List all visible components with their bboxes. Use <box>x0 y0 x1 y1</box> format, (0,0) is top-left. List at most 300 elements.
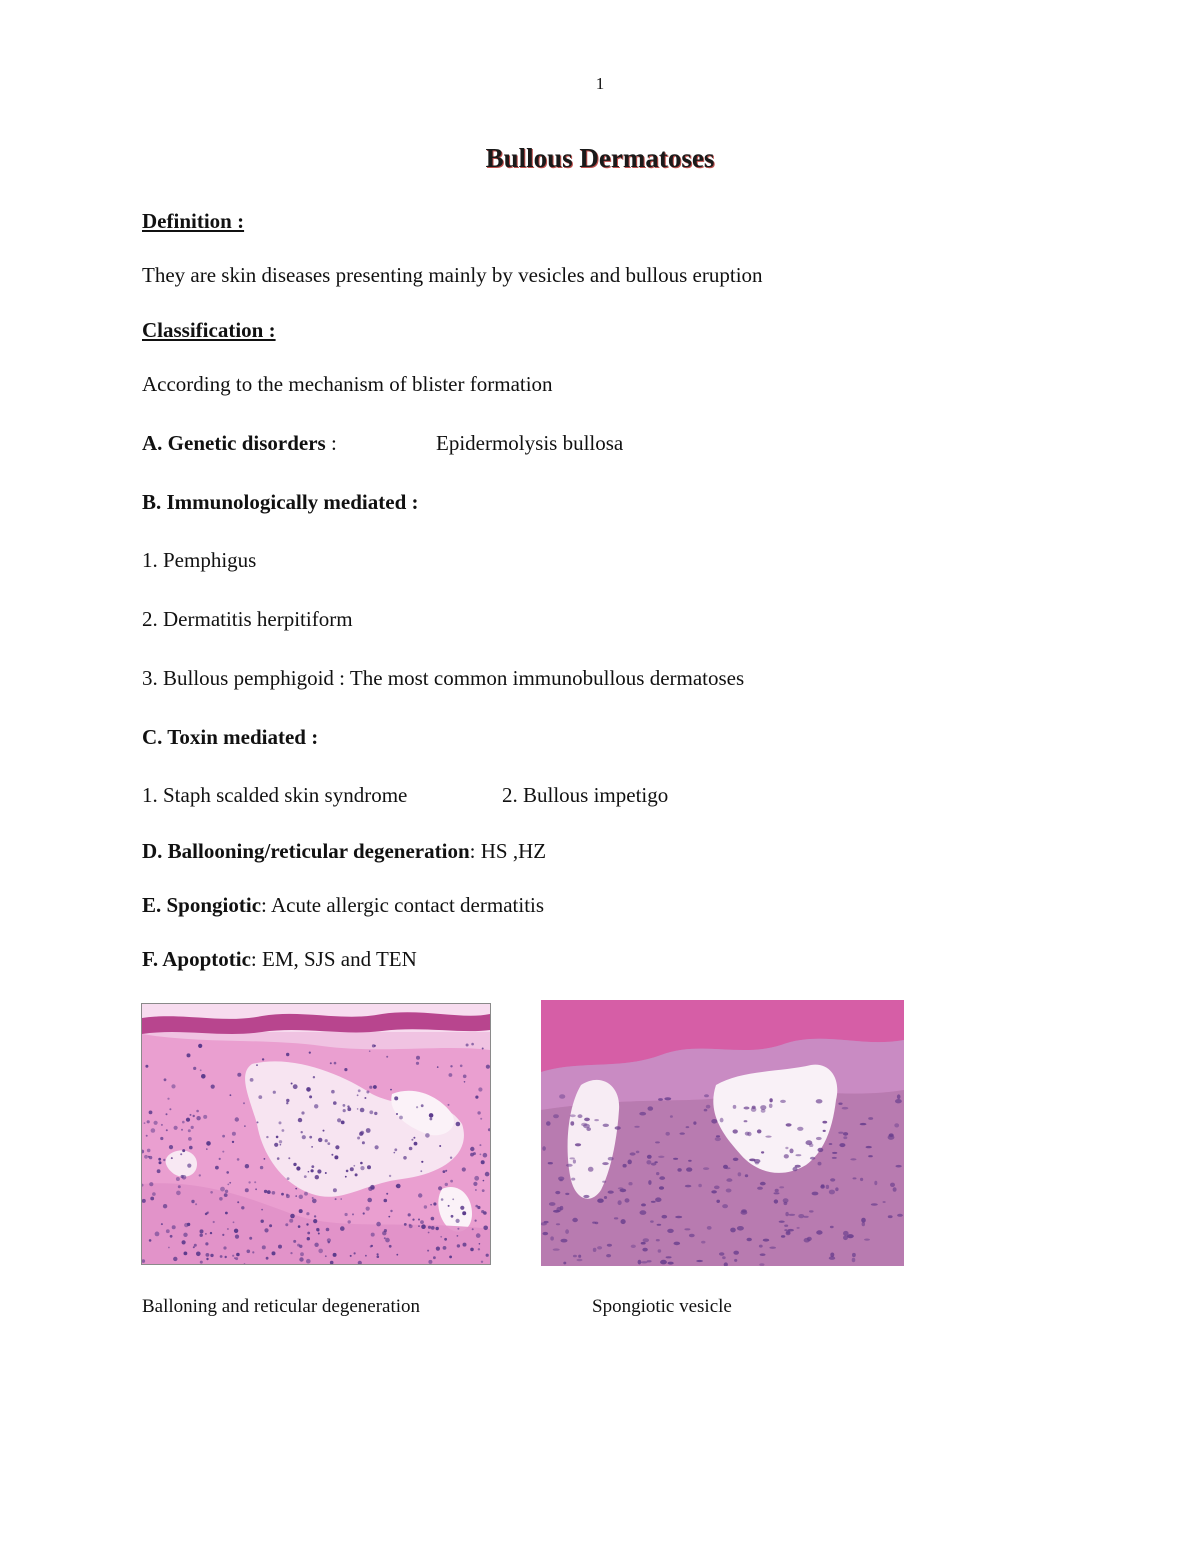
cell-nucleus <box>838 1103 842 1105</box>
nucleus-dot <box>181 1175 184 1178</box>
cell-nucleus <box>711 1119 717 1124</box>
nucleus-dot <box>464 1081 466 1083</box>
cell-nucleus <box>733 1158 739 1161</box>
nucleus-dot <box>443 1170 446 1173</box>
nucleus-dot <box>223 1246 226 1249</box>
cell-nucleus <box>631 1245 636 1248</box>
nucleus-dot <box>313 1076 315 1078</box>
nucleus-dot <box>343 1104 346 1107</box>
cell-nucleus <box>603 1124 609 1127</box>
nucleus-dot <box>149 1182 153 1186</box>
nucleus-dot <box>264 1228 268 1232</box>
ballooning-degeneration-micrograph-art <box>142 1004 490 1264</box>
nucleus-dot <box>166 1229 170 1233</box>
nucleus-dot <box>167 1098 169 1100</box>
cell-nucleus <box>809 1210 814 1212</box>
nucleus-dot <box>334 1155 338 1159</box>
nucleus-dot <box>386 1056 388 1058</box>
cell-nucleus <box>636 1151 640 1154</box>
nucleus-dot <box>365 1255 367 1257</box>
nucleus-dot <box>431 1217 435 1221</box>
cell-nucleus <box>659 1176 665 1180</box>
nucleus-dot <box>264 1190 267 1193</box>
cell-nucleus <box>779 1221 785 1223</box>
nucleus-dot <box>149 1111 153 1115</box>
nucleus-dot <box>404 1223 407 1226</box>
nucleus-dot <box>448 1104 450 1106</box>
nucleus-dot <box>480 1154 482 1156</box>
cell-nucleus <box>572 1218 578 1222</box>
nucleus-dot <box>483 1153 488 1158</box>
nucleus-dot <box>376 1222 381 1227</box>
nucleus-dot <box>443 1246 447 1250</box>
cell-nucleus <box>693 1121 696 1124</box>
nucleus-dot <box>477 1111 480 1114</box>
cell-nucleus <box>850 1158 856 1160</box>
nucleus-dot <box>219 1197 223 1201</box>
nucleus-dot <box>373 1085 377 1089</box>
cell-nucleus <box>618 1200 622 1205</box>
cell-nucleus <box>655 1197 661 1202</box>
nucleus-dot <box>475 1096 478 1099</box>
nucleus-dot <box>290 1214 295 1219</box>
nucleus-dot <box>201 1074 206 1079</box>
cell-nucleus <box>659 1186 664 1190</box>
nucleus-dot <box>472 1228 474 1230</box>
nucleus-dot <box>367 1198 372 1203</box>
nucleus-dot <box>193 1067 196 1070</box>
nucleus-dot <box>314 1215 316 1217</box>
cell-nucleus <box>741 1210 748 1214</box>
left-figure-caption: Balloning and reticular degeneration <box>142 1296 421 1317</box>
nucleus-dot <box>343 1109 346 1112</box>
nucleus-dot <box>341 1121 345 1125</box>
cell-nucleus <box>648 1106 654 1110</box>
cell-nucleus <box>711 1190 717 1193</box>
cell-nucleus <box>550 1236 554 1240</box>
nucleus-dot <box>317 1169 321 1173</box>
cell-nucleus <box>744 1120 748 1122</box>
cell-nucleus <box>686 1167 692 1171</box>
cell-nucleus <box>784 1154 789 1158</box>
nucleus-dot <box>250 1078 254 1082</box>
nucleus-dot <box>360 1131 364 1135</box>
nucleus-dot <box>428 1260 432 1264</box>
nucleus-dot <box>297 1244 300 1247</box>
nucleus-dot <box>293 1240 296 1243</box>
nucleus-dot <box>243 1102 245 1104</box>
nucleus-dot <box>193 1246 195 1248</box>
cell-nucleus <box>662 1215 668 1219</box>
cell-nucleus <box>826 1185 829 1189</box>
nucleus-dot <box>168 1247 170 1249</box>
cell-nucleus <box>584 1118 590 1122</box>
nucleus-dot <box>396 1184 401 1189</box>
nucleus-dot <box>360 1162 363 1165</box>
cell-nucleus <box>570 1157 575 1159</box>
cell-nucleus <box>830 1178 835 1181</box>
nucleus-dot <box>255 1188 257 1190</box>
nucleus-dot <box>286 1099 289 1102</box>
nucleus-dot <box>261 1220 264 1223</box>
cell-nucleus <box>860 1178 863 1181</box>
nucleus-dot <box>183 1233 187 1237</box>
nucleus-dot <box>249 1237 252 1240</box>
nucleus-dot <box>394 1152 396 1154</box>
cell-nucleus <box>668 1262 674 1265</box>
nucleus-dot <box>299 1195 303 1199</box>
cell-nucleus <box>843 1136 847 1139</box>
cell-nucleus <box>556 1223 560 1225</box>
category-c-item-2: 2. Bullous impetigo <box>502 783 669 807</box>
nucleus-dot <box>429 1113 434 1118</box>
nucleus-dot <box>235 1117 239 1121</box>
nucleus-dot <box>230 1094 232 1096</box>
nucleus-dot <box>333 1253 337 1257</box>
nucleus-dot <box>161 1124 163 1126</box>
cell-nucleus <box>664 1097 671 1100</box>
cell-nucleus <box>593 1248 597 1252</box>
nucleus-dot <box>418 1219 420 1221</box>
nucleus-dot <box>331 1090 335 1094</box>
definition-heading: Definition : <box>142 209 245 233</box>
nucleus-dot <box>200 1234 203 1237</box>
nucleus-dot <box>309 1095 312 1098</box>
classification-heading: Classification : <box>142 318 276 342</box>
nucleus-dot <box>479 1144 481 1146</box>
nucleus-dot <box>236 1253 240 1257</box>
nucleus-dot <box>325 1139 328 1142</box>
nucleus-dot <box>318 1138 322 1142</box>
nucleus-dot <box>334 1062 337 1065</box>
cell-nucleus <box>883 1201 886 1203</box>
cell-nucleus <box>648 1180 651 1185</box>
cell-nucleus <box>733 1105 737 1109</box>
cell-nucleus <box>888 1135 895 1140</box>
nucleus-dot <box>386 1193 388 1195</box>
nucleus-dot <box>462 1211 466 1215</box>
nucleus-dot <box>171 1084 175 1088</box>
nucleus-dot <box>169 1108 171 1110</box>
nucleus-dot <box>389 1175 391 1177</box>
nucleus-dot <box>314 1243 318 1247</box>
cell-nucleus <box>893 1187 897 1192</box>
nucleus-dot <box>300 1252 304 1256</box>
category-e-label: E. Spongiotic <box>142 893 262 917</box>
nucleus-dot <box>345 1213 348 1216</box>
cell-nucleus <box>685 1185 691 1188</box>
nucleus-dot <box>430 1118 433 1121</box>
nucleus-dot <box>150 1197 154 1201</box>
nucleus-dot <box>187 1164 191 1168</box>
nucleus-dot <box>451 1215 454 1218</box>
nucleus-dot <box>337 1118 341 1122</box>
cell-nucleus <box>786 1231 791 1235</box>
cell-nucleus <box>812 1192 819 1196</box>
nucleus-dot <box>272 1251 276 1255</box>
cell-nucleus <box>829 1143 833 1145</box>
nucleus-dot <box>182 1121 185 1124</box>
cell-nucleus <box>642 1248 647 1252</box>
cell-nucleus <box>818 1148 824 1152</box>
cell-nucleus <box>789 1149 793 1154</box>
cell-nucleus <box>583 1195 589 1198</box>
cell-nucleus <box>689 1234 695 1237</box>
nucleus-dot <box>425 1133 430 1138</box>
cell-nucleus <box>871 1203 878 1205</box>
cell-nucleus <box>829 1190 835 1195</box>
nucleus-dot <box>229 1182 231 1184</box>
cell-nucleus <box>780 1100 786 1103</box>
nucleus-dot <box>345 1176 347 1178</box>
cell-nucleus <box>565 1193 569 1195</box>
nucleus-dot <box>427 1250 429 1252</box>
nucleus-dot <box>200 1229 204 1233</box>
nucleus-dot <box>450 1180 453 1183</box>
nucleus-dot <box>186 1118 190 1122</box>
nucleus-dot <box>418 1193 422 1197</box>
nucleus-dot <box>258 1095 262 1099</box>
nucleus-dot <box>158 1158 161 1161</box>
cell-nucleus <box>571 1178 575 1181</box>
nucleus-dot <box>370 1245 372 1247</box>
nucleus-dot <box>206 1258 208 1260</box>
cell-nucleus <box>757 1129 762 1133</box>
nucleus-dot <box>262 1245 266 1249</box>
nucleus-dot <box>408 1213 411 1216</box>
category-d-value: : HS ,HZ <box>469 839 547 863</box>
nucleus-dot <box>232 1141 234 1143</box>
cell-nucleus <box>726 1189 732 1193</box>
nucleus-dot <box>273 1091 276 1094</box>
cell-nucleus <box>573 1159 576 1163</box>
nucleus-dot <box>335 1145 339 1149</box>
nucleus-dot <box>148 1156 150 1158</box>
cell-nucleus <box>641 1261 648 1263</box>
nucleus-dot <box>182 1240 186 1244</box>
nucleus-dot <box>421 1161 423 1163</box>
nucleus-dot <box>477 1206 480 1209</box>
nucleus-dot <box>232 1132 236 1136</box>
nucleus-dot <box>312 1199 317 1204</box>
nucleus-dot <box>181 1129 183 1131</box>
nucleus-dot <box>473 1182 477 1186</box>
nucleus-dot <box>151 1128 156 1133</box>
nucleus-dot <box>399 1116 403 1120</box>
nucleus-dot <box>222 1151 224 1153</box>
cell-nucleus <box>759 1245 763 1248</box>
cell-nucleus <box>641 1242 646 1245</box>
nucleus-dot <box>481 1160 485 1164</box>
nucleus-dot <box>187 1053 191 1057</box>
cell-nucleus <box>730 1228 736 1233</box>
nucleus-dot <box>452 1198 454 1200</box>
nucleus-dot <box>486 1065 490 1069</box>
nucleus-dot <box>421 1104 424 1107</box>
cell-nucleus <box>630 1152 636 1155</box>
nucleus-dot <box>289 1219 293 1223</box>
nucleus-dot <box>206 1141 211 1146</box>
nucleus-dot <box>166 1129 168 1131</box>
nucleus-dot <box>254 1181 256 1183</box>
nucleus-dot <box>198 1044 202 1048</box>
nucleus-dot <box>382 1231 386 1235</box>
cell-nucleus <box>784 1202 788 1205</box>
cell-nucleus <box>861 1218 866 1223</box>
nucleus-dot <box>333 1188 337 1192</box>
cell-nucleus <box>575 1143 581 1146</box>
cell-nucleus <box>894 1123 899 1127</box>
cell-nucleus <box>542 1146 546 1151</box>
nucleus-dot <box>346 1170 349 1173</box>
nucleus-dot <box>213 1221 215 1223</box>
nucleus-dot <box>352 1213 354 1215</box>
category-b-item-3: 3. Bullous pemphigoid : The most common immunobullous dermatoses <box>142 666 745 690</box>
cell-nucleus <box>684 1228 690 1230</box>
nucleus-dot <box>147 1149 151 1153</box>
nucleus-dot <box>225 1212 228 1215</box>
nucleus-dot <box>441 1198 444 1201</box>
nucleus-dot <box>394 1148 397 1151</box>
cell-nucleus <box>816 1230 822 1234</box>
nucleus-dot <box>266 1257 269 1260</box>
cell-nucleus <box>722 1204 728 1208</box>
nucleus-dot <box>367 1165 371 1169</box>
cell-nucleus <box>556 1207 561 1212</box>
nucleus-dot <box>147 1120 150 1123</box>
nucleus-dot <box>449 1073 453 1077</box>
nucleus-dot <box>241 1206 244 1209</box>
nucleus-dot <box>456 1122 461 1127</box>
nucleus-dot <box>299 1257 303 1261</box>
cell-nucleus <box>667 1229 674 1233</box>
spongiotic-vesicle-micrograph <box>541 1000 904 1266</box>
nucleus-dot <box>347 1105 349 1107</box>
nucleus-dot <box>145 1065 148 1068</box>
nucleus-dot <box>215 1166 219 1170</box>
cell-nucleus <box>651 1201 656 1203</box>
nucleus-dot <box>313 1219 317 1223</box>
nucleus-dot <box>296 1166 300 1170</box>
nucleus-dot <box>436 1227 439 1230</box>
cell-nucleus <box>757 1187 763 1190</box>
nucleus-dot <box>180 1153 182 1155</box>
nucleus-dot <box>237 1073 241 1077</box>
nucleus-dot <box>298 1118 302 1122</box>
nucleus-dot <box>260 1166 263 1169</box>
nucleus-dot <box>256 1064 258 1066</box>
cell-nucleus <box>698 1184 702 1188</box>
nucleus-dot <box>205 1242 208 1245</box>
nucleus-dot <box>374 1112 377 1115</box>
cell-nucleus <box>656 1239 660 1241</box>
category-d-label: D. Ballooning/reticular degeneration <box>142 839 470 863</box>
nucleus-dot <box>369 1050 371 1052</box>
nucleus-dot <box>295 1188 297 1190</box>
cell-nucleus <box>666 1256 672 1258</box>
cell-nucleus <box>573 1255 577 1258</box>
nucleus-dot <box>144 1122 146 1124</box>
nucleus-dot <box>203 1115 207 1119</box>
nucleus-dot <box>277 1157 280 1160</box>
page-number: 1 <box>595 74 605 93</box>
nucleus-dot <box>416 1056 420 1060</box>
cell-nucleus <box>716 1135 720 1137</box>
nucleus-dot <box>331 1154 333 1156</box>
nucleus-dot <box>463 1075 467 1079</box>
nucleus-dot <box>196 1252 201 1257</box>
cell-nucleus <box>555 1191 560 1194</box>
nucleus-dot <box>333 1101 337 1105</box>
nucleus-dot <box>157 1169 161 1173</box>
cell-nucleus <box>734 1259 737 1262</box>
cell-nucleus <box>703 1167 709 1170</box>
cell-nucleus <box>829 1256 835 1260</box>
cell-nucleus <box>818 1162 822 1166</box>
nucleus-dot <box>170 1235 173 1238</box>
cell-nucleus <box>660 1260 667 1265</box>
nucleus-dot <box>178 1185 181 1188</box>
cell-nucleus <box>594 1119 599 1121</box>
nucleus-dot <box>475 1220 477 1222</box>
nucleus-dot <box>290 1252 292 1254</box>
nucleus-dot <box>206 1148 208 1150</box>
cell-nucleus <box>578 1114 583 1118</box>
nucleus-dot <box>363 1212 365 1214</box>
nucleus-dot <box>462 1167 466 1171</box>
nucleus-dot <box>481 1261 483 1263</box>
nucleus-dot <box>315 1175 319 1179</box>
nucleus-dot <box>428 1232 430 1234</box>
cell-nucleus <box>843 1132 848 1136</box>
nucleus-dot <box>196 1110 199 1113</box>
cell-nucleus <box>688 1160 692 1162</box>
cell-nucleus <box>559 1179 562 1181</box>
nucleus-dot <box>279 1121 282 1124</box>
cell-nucleus <box>835 1187 838 1191</box>
nucleus-dot <box>169 1145 173 1149</box>
nucleus-dot <box>327 1142 330 1145</box>
nucleus-dot <box>222 1234 224 1236</box>
nucleus-dot <box>163 1204 167 1208</box>
spongiotic-vesicle-micrograph-art <box>541 1000 904 1266</box>
nucleus-dot <box>301 1111 304 1114</box>
cell-nucleus <box>832 1157 837 1159</box>
nucleus-dot <box>314 1104 318 1108</box>
nucleus-dot <box>149 1239 152 1242</box>
nucleus-dot <box>222 1135 225 1138</box>
cell-nucleus <box>744 1107 750 1110</box>
cell-nucleus <box>602 1162 608 1165</box>
nucleus-dot <box>471 1043 474 1046</box>
cell-nucleus <box>763 1239 769 1242</box>
nucleus-dot <box>293 1084 298 1089</box>
nucleus-dot <box>187 1223 190 1226</box>
nucleus-dot <box>188 1129 191 1132</box>
nucleus-dot <box>298 1225 301 1228</box>
nucleus-dot <box>200 1261 203 1264</box>
cell-nucleus <box>553 1248 560 1250</box>
cell-nucleus <box>706 1105 711 1109</box>
nucleus-dot <box>154 1121 158 1125</box>
nucleus-dot <box>210 1232 212 1234</box>
nucleus-dot <box>293 1163 296 1166</box>
nucleus-dot <box>480 1118 482 1120</box>
cell-nucleus <box>788 1229 794 1232</box>
cell-nucleus <box>820 1185 824 1189</box>
nucleus-dot <box>266 1136 268 1138</box>
nucleus-dot <box>439 1145 441 1147</box>
